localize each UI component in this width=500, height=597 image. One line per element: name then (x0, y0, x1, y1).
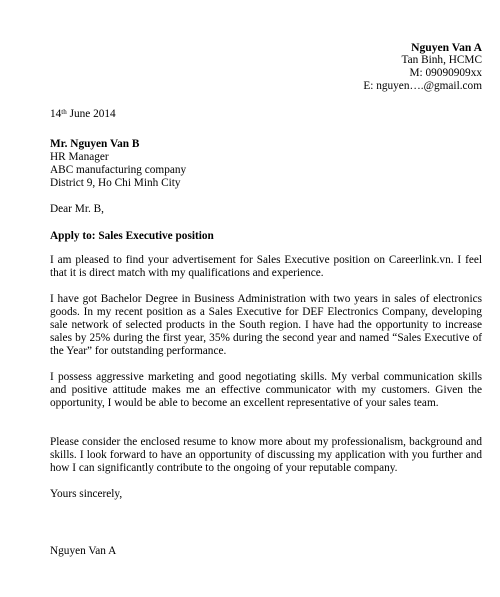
sender-email: E: nguyen….@gmail.com (363, 80, 482, 92)
recipient-title: HR Manager (50, 151, 109, 163)
signature-name: Nguyen Van A (50, 545, 117, 557)
closing: Yours sincerely, (50, 488, 123, 500)
recipient-company: ABC manufacturing company (50, 164, 187, 176)
recipient-address: District 9, Ho Chi Minh City (50, 177, 181, 189)
letter-date (50, 108, 116, 121)
subject-line: Apply to: Sales Executive position (50, 230, 214, 242)
sender-block (363, 41, 482, 93)
body-paragraph-3: I possess aggressive marketing and good negotiating skills. My verbal communication skills and positive attitude makes me an effective communicator with my customers. Given the opportunity, I would be able to become an excellent representative of your sales team. (50, 371, 482, 409)
body-paragraph-1: I am pleased to find your advertisement for Sales Executive position on Careerlink.vn. I feel that it is direct match with my qualifications and experience. (50, 254, 482, 279)
sender-name: Nguyen Van A (411, 41, 482, 54)
date-day: 14 (50, 108, 62, 120)
body-paragraph-4: Please consider the enclosed resume to know more about my professionalism, background and skills. I look forward to have an opportunity of discussing my application with you further and how I can significantly contribute to the ongoing of your reputable company. (50, 436, 482, 474)
date-rest: June 2014 (66, 108, 116, 120)
recipient-block (50, 138, 186, 190)
sender-phone: M: 09090909xx (409, 67, 482, 79)
salutation: Dear Mr. B, (50, 203, 104, 215)
recipient-name: Mr. Nguyen Van B (50, 138, 140, 150)
sender-address: Tan Binh, HCMC (401, 54, 482, 66)
date-suffix: th (61, 108, 67, 116)
body-paragraph-2: I have got Bachelor Degree in Business Administration with two years in sales of electronics goods. In my recent position as a Sales Executive for DEF Electronics Company, developing sale network of selected products in the South region. I have had the opportunity to increase sales by 25% during the first year, 35% during the second year and named “Sales Executive of the Year” for outstanding performance. (50, 293, 482, 357)
